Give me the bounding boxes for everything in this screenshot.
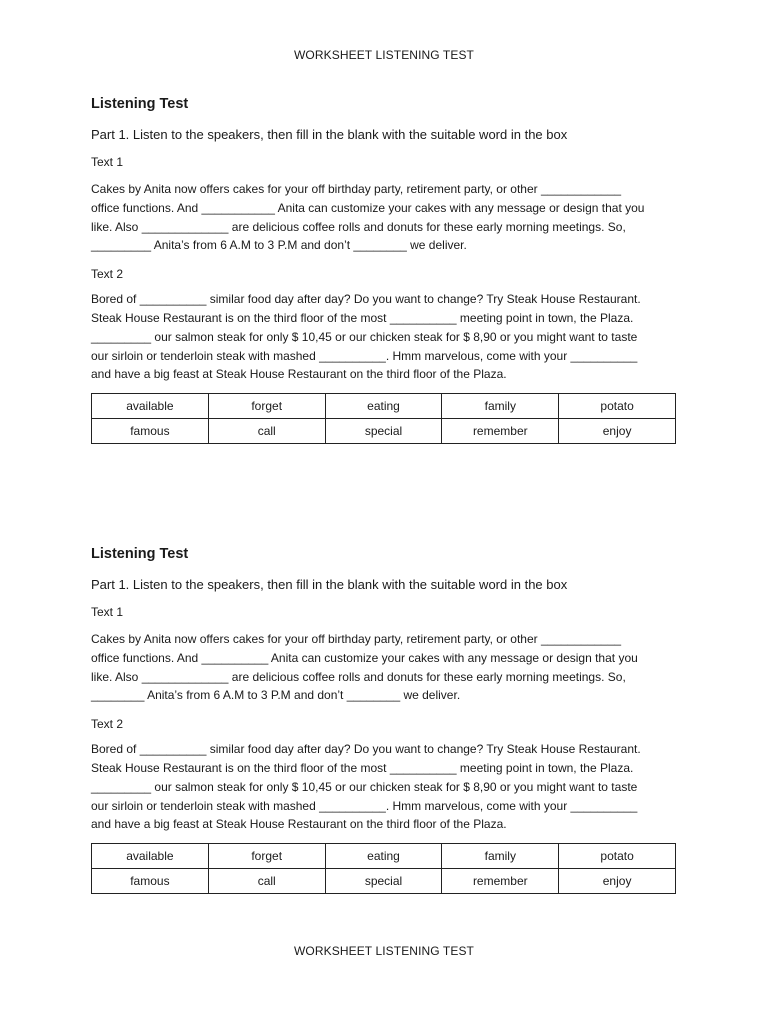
- page-header: WORKSHEET LISTENING TEST: [294, 48, 474, 62]
- word-box-cell: famous: [92, 869, 209, 894]
- word-box-cell: remember: [442, 869, 559, 894]
- word-box-cell: forget: [208, 844, 325, 869]
- word-box-table: [91, 843, 676, 894]
- word-box-cell: remember: [442, 419, 559, 444]
- word-box-cell: available: [92, 394, 209, 419]
- word-box-cell: eating: [325, 844, 442, 869]
- word-box-cell: call: [208, 419, 325, 444]
- section-title: Listening Test: [91, 96, 189, 112]
- instruction-text: Part 1. Listen to the speakers, then fill in the blank with the suitable word in the box: [91, 127, 568, 142]
- text1-label: Text 1: [91, 605, 124, 619]
- word-box-cell: available: [92, 844, 209, 869]
- text1-paragraph: Cakes by Anita now offers cakes for your off birthday party, retirement party, or other ____________ office functions. And __________ Anita can customize your cakes with any message or design that you like. Also _____________ are delicious coffee rolls and donuts for these early morning meetings. So, ________ Anita’s from 6 A.M to 3 P.M and don’t ________ we deliver.: [91, 632, 638, 703]
- word-box-cell: potato: [559, 394, 676, 419]
- text2-label: Text 2: [91, 267, 124, 282]
- word-box-cell: enjoy: [559, 869, 676, 894]
- word-box-row: [92, 844, 676, 869]
- word-box-cell: special: [325, 869, 442, 894]
- word-box-table: [91, 393, 676, 444]
- text2-label: Text 2: [91, 717, 124, 732]
- text2-paragraph: Bored of __________ similar food day after day? Do you want to change? Try Steak House Restaurant. Steak House Restaurant is on the third floor of the most __________ meeting point in town, the Plaza. _________ our salmon steak for only $ 10,45 or our chicken steak for $ 8,90 or you might want to taste our sirloin or tenderloin steak with mashed __________. Hmm marvelous, come with your __________ and have a big feast at Steak House Restaurant on the third floor of the Plaza.: [91, 742, 641, 832]
- word-box-cell: potato: [559, 844, 676, 869]
- word-box-row: [92, 869, 676, 894]
- word-box-row: [92, 419, 676, 444]
- text1-paragraph: Cakes by Anita now offers cakes for your off birthday party, retirement party, or other ____________ office functions. And ___________ Anita can customize your cakes with any message or design that you like. Also _____________ are delicious coffee rolls and donuts for these early morning meetings. So, _________ Anita’s from 6 A.M to 3 P.M and don’t ________ we deliver.: [91, 182, 645, 253]
- listening-test-section: [91, 93, 681, 444]
- word-box-cell: enjoy: [559, 419, 676, 444]
- word-box-cell: famous: [92, 419, 209, 444]
- word-box-cell: family: [442, 394, 559, 419]
- section-title: Listening Test: [91, 546, 189, 562]
- text1-label: Text 1: [91, 155, 124, 169]
- text2-paragraph: Bored of __________ similar food day after day? Do you want to change? Try Steak House Restaurant. Steak House Restaurant is on the third floor of the most __________ meeting point in town, the Plaza. _________ our salmon steak for only $ 10,45 or our chicken steak for $ 8,90 or you might want to taste our sirloin or tenderloin steak with mashed __________. Hmm marvelous, come with your __________ and have a big feast at Steak House Restaurant on the third floor of the Plaza.: [91, 292, 641, 382]
- instruction-text: Part 1. Listen to the speakers, then fill in the blank with the suitable word in the box: [91, 577, 568, 592]
- page-footer: WORKSHEET LISTENING TEST: [294, 944, 474, 958]
- listening-test-section: [91, 543, 681, 894]
- word-box-cell: call: [208, 869, 325, 894]
- word-box-cell: forget: [208, 394, 325, 419]
- word-box-cell: family: [442, 844, 559, 869]
- word-box-cell: eating: [325, 394, 442, 419]
- word-box-cell: special: [325, 419, 442, 444]
- word-box-row: [92, 394, 676, 419]
